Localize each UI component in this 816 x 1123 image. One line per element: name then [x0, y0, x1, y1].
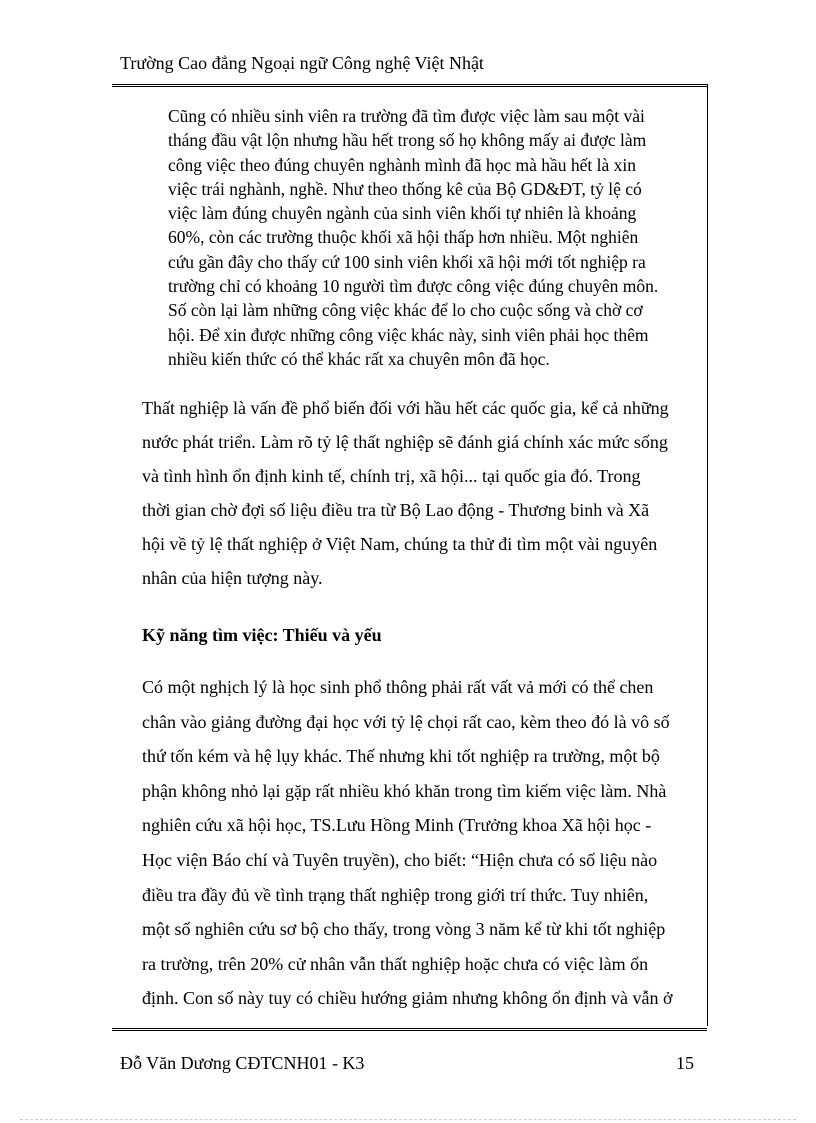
quote-line: Cũng có nhiều sinh viên ra trường đã tìm được việc làm sau một vài	[168, 106, 645, 126]
paragraph-unemployment-intro	[142, 397, 702, 601]
paragraph-line: nhân của hiện tượng này.	[142, 568, 323, 588]
footer-rule	[112, 1028, 707, 1031]
page-header: Trường Cao đẳng Ngoại ngữ Công nghệ Việt Nhật	[120, 53, 484, 73]
paragraph-line: thứ tốn kém và hệ lụy khác. Thế nhưng khi tốt nghiệp ra trường, một bộ	[142, 746, 660, 767]
quote-line: việc làm đúng chuyên ngành của sinh viên khối tự nhiên là khoảng	[168, 203, 637, 224]
paragraph-line: và tình hình ổn định kinh tế, chính trị, xã hội... tại quốc gia đó. Trong	[142, 466, 641, 486]
paragraph-line: nước phát triển. Làm rõ tỷ lệ thất nghiệp sẽ đánh giá chính xác mức sống	[142, 432, 668, 452]
paragraph-line: một số nghiên cứu sơ bộ cho thấy, trong vòng 3 năm kể từ khi tốt nghiệp	[142, 919, 666, 940]
quote-line: cứu gần đây cho thấy cứ 100 sinh viên khối xã hội mới tốt nghiệp ra	[168, 251, 646, 272]
quote-line: hội. Để xin được những công việc khác này, sinh viên phải học thêm	[168, 324, 649, 345]
page-bottom-edge	[20, 1119, 796, 1120]
paragraph-line: Học viện Báo chí và Tuyên truyền), cho biết: “Hiện chưa có số liệu nào	[142, 849, 658, 870]
paragraph-line: định. Con số này tuy có chiều hướng giảm nhưng không ổn định và vẫn ở	[142, 988, 673, 1009]
quote-line: trường chỉ có khoảng 10 người tìm được công việc đúng chuyên môn.	[168, 276, 659, 297]
footer-author: Đỗ Văn Dương CĐTCNH01 - K3	[120, 1053, 365, 1073]
paragraph-line: thời gian chờ đợi số liệu điều tra từ Bộ Lao động - Thương binh và Xã	[142, 500, 650, 520]
quote-line: nhiều kiến thức có thể khác rất xa chuyên môn đã học.	[168, 348, 550, 369]
quote-block	[168, 104, 693, 371]
paragraph-line: Có một nghịch lý là học sinh phổ thông phải rất vất vả mới có thể chen	[142, 677, 654, 697]
page-number: 15	[676, 1053, 694, 1073]
paragraph-line: chân vào giảng đường đại học với tỷ lệ chọi rất cao, kèm theo đó là vô số	[142, 711, 670, 732]
paragraph-line: Thất nghiệp là vấn đề phổ biến đối với hầu hết các quốc gia, kể cả những	[142, 398, 669, 418]
quote-line: 60%, còn các trường thuộc khối xã hội thấp hơn nhiều. Một nghiên	[168, 227, 639, 248]
paragraph-line: ra trường, trên 20% cử nhân vẫn thất nghiệp hoặc chưa có việc làm ổn	[142, 953, 649, 974]
section-heading: Kỹ năng tìm việc: Thiếu và yếu	[142, 625, 382, 645]
page-frame-right	[707, 84, 708, 1026]
quote-line: công việc theo đúng chuyên nghành mình đã học mà hầu hết là xin	[168, 154, 636, 175]
paragraph-line: phận không nhỏ lại gặp rất nhiều khó khăn trong tìm kiếm việc làm. Nhà	[142, 780, 667, 801]
header-rule	[112, 84, 707, 87]
paragraph-line: nghiên cứu xã hội học, TS.Lưu Hồng Minh (Trưởng khoa Xã hội học -	[142, 815, 652, 836]
paragraph-job-skills	[142, 676, 702, 1022]
paragraph-line: hội về tỷ lệ thất nghiệp ở Việt Nam, chúng ta thử đi tìm một vài nguyên	[142, 534, 658, 554]
quote-line: việc trái nghành, nghề. Như theo thống kê của Bộ GD&ĐT, tỷ lệ có	[168, 178, 642, 199]
paragraph-line: điều tra đầy đủ về tình trạng thất nghiệp trong giới trí thức. Tuy nhiên,	[142, 884, 649, 905]
quote-line: Số còn lại làm những công việc khác để lo cho cuộc sống và chờ cơ	[168, 300, 643, 321]
quote-line: tháng đầu vật lộn nhưng hầu hết trong số họ không mấy ai được làm	[168, 130, 647, 151]
